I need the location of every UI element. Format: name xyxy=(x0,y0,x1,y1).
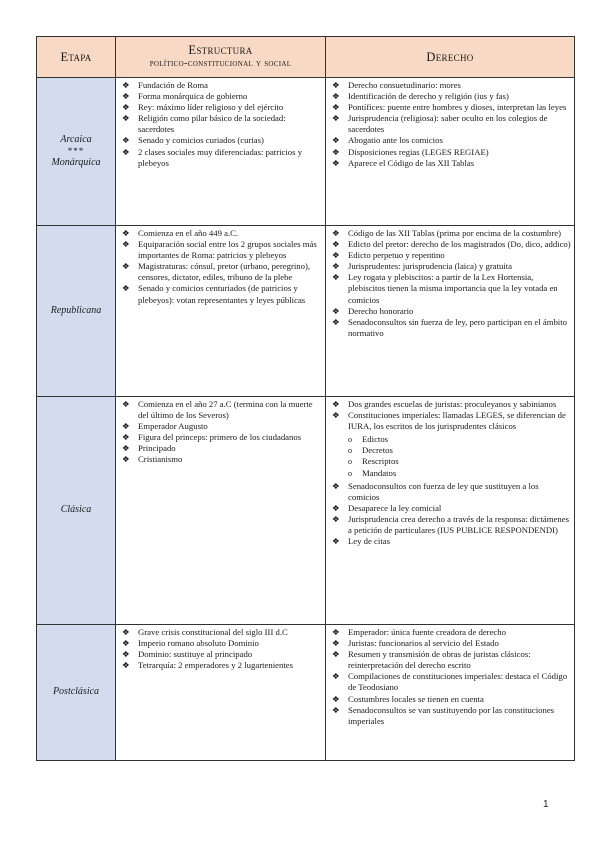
list-item: ❖ Figura del princeps: primero de los ciudadanos xyxy=(122,432,302,443)
list-item: ❖ Aparece el Código de las XII Tablas xyxy=(332,157,475,168)
derecho-cell xyxy=(326,78,575,226)
list-item: ❖ Religión como pilar básico de la sociedad: sacerdotes xyxy=(122,113,286,135)
sub-list xyxy=(326,434,574,478)
estructura-cell xyxy=(116,78,326,226)
list-item: ❖ Emperador: única fuente creadora de derecho xyxy=(332,627,506,637)
list-item: ❖ Ley rogata y plebiscitos: a partir de la Lex Hortensia, plebiscitos tienen la misma importancia que la ley votada en comicios xyxy=(332,272,558,305)
list-item: ❖ Abogatio ante los comicios xyxy=(332,135,443,146)
list-item: ❖ Senadoconsultos se van sustituyendo por las constituciones imperiales xyxy=(332,704,555,726)
list-item: ❖ Cristianismo xyxy=(122,454,183,465)
estructura-cell xyxy=(116,226,326,397)
stage-stars: *** xyxy=(67,146,85,157)
derecho-cell xyxy=(326,397,575,625)
sub-list-item: o Mandatos xyxy=(348,467,397,478)
list-item: ❖ 2 clases sociales muy diferenciadas: patricios y plebeyos xyxy=(122,146,303,168)
list-item: ❖ Tetrarquía: 2 emperadores y 2 lugartenientes xyxy=(122,660,293,671)
stage-cell-postclasica xyxy=(37,625,116,761)
stage-cell-republicana xyxy=(37,226,116,397)
stage-name: Arcaica xyxy=(60,133,92,145)
row-republicana xyxy=(37,226,575,397)
list-item: ❖ Fundación de Roma xyxy=(122,80,208,90)
list-item: ❖ Juristas: funcionarios al servicio del Estado xyxy=(332,638,499,649)
list-item: ❖ Magistraturas: cónsul, pretor (urbano, peregrino), censores, dictator, ediles, tribuno de la plebe xyxy=(122,261,311,283)
list-item: ❖ Derecho consuetudinario: mores xyxy=(332,80,461,90)
list-item: ❖ Derecho honorario xyxy=(332,305,414,316)
row-clasica xyxy=(37,397,575,625)
row-postclasica xyxy=(37,625,575,761)
header-row xyxy=(37,37,575,78)
header-etapa: Etapa xyxy=(37,37,116,78)
page-number: 1 xyxy=(543,799,549,810)
stage-name-line2: Monárquica xyxy=(51,156,101,168)
list-item: ❖ Dos grandes escuelas de juristas: proculeyanos y sabinianos xyxy=(332,399,557,409)
list-item: ❖ Jurisprudentes: jurisprudencia (laica) y gratuita xyxy=(332,261,513,272)
stage-name: Republicana xyxy=(50,304,102,316)
list-item: ❖ Constituciones imperiales: llamadas LEGES, se diferencian de IURA, los escritos de los jurisprudentes clásicos xyxy=(332,410,566,432)
list-item: ❖ Senado y comicios curiados (curias) xyxy=(122,135,264,146)
stage-name: Postclásica xyxy=(52,686,100,698)
list-item: ❖ Costumbres locales se tienen en cuenta xyxy=(332,693,484,704)
list-item: ❖ Grave crisis constitucional del siglo III d.C xyxy=(122,627,288,637)
sub-list-item: o Edictos xyxy=(348,434,389,445)
row-arcaica xyxy=(37,78,575,226)
list-item: ❖ Edicto perpetuo y repentino xyxy=(332,250,445,261)
list-item: ❖ Imperio romano absoluto Dominio xyxy=(122,638,259,649)
derecho-cell xyxy=(326,226,575,397)
list-item: ❖ Dominio: sustituye al principado xyxy=(122,649,253,660)
sub-list-item: o Rescriptos xyxy=(348,456,399,467)
stage-name: Clásica xyxy=(60,504,92,516)
list-item: ❖ Compilaciones de constituciones imperiales: destaca el Código de Teodosiano xyxy=(332,671,568,693)
list-item: ❖ Resumen y transmisión de obras de juristas clásicos: reinterpretación del derecho escrito xyxy=(332,649,531,671)
list-item: ❖ Senado y comicios centuriados (de patricios y plebeyos): votan representantes y leyes públicas xyxy=(122,283,306,305)
list-item: ❖ Comienza en el año 449 a.C. xyxy=(122,228,239,238)
list-item: ❖ Equiparación social entre los 2 grupos sociales más importantes de Roma: patricios y plebeyos xyxy=(122,239,317,261)
list-item: ❖ Pontífices: puente entre hombres y dioses, interpretan las leyes xyxy=(332,102,567,113)
estructura-cell xyxy=(116,397,326,625)
header-estructura xyxy=(116,37,326,78)
list-item: ❖ Edicto del pretor: derecho de los magistrados (Do, dico, addico) xyxy=(332,239,571,250)
list-item: ❖ Identificación de derecho y religión (ius y fas) xyxy=(332,91,509,102)
list-item: ❖ Desaparece la ley comicial xyxy=(332,502,442,513)
list-item: ❖ Rey: máximo líder religioso y del ejército xyxy=(122,102,284,113)
estructura-cell xyxy=(116,625,326,761)
list-item: ❖ Ley de citas xyxy=(332,536,390,547)
stage-cell-arcaica xyxy=(37,78,116,226)
derecho-cell xyxy=(326,625,575,761)
list-item: ❖ Jurisprudencia crea derecho a través de la responsa: dictámenes a petición de particulares (IUS PUBLICE RESPONDENDI) xyxy=(332,513,569,536)
header-estructura-line2: político-constitucional y social xyxy=(149,58,292,70)
list-item: ❖ Forma monárquica de gobierno xyxy=(122,91,248,102)
header-estructura-line1: Estructura xyxy=(188,43,253,58)
list-item: ❖ Comienza en el año 27 a.C (termina con la muerte del último de los Severos) xyxy=(122,399,313,421)
roman-law-table xyxy=(36,36,575,761)
list-item: ❖ Emperador Augusto xyxy=(122,421,208,432)
list-item: ❖ Principado xyxy=(122,443,176,454)
list-item: ❖ Código de las XII Tablas (prima por encima de la costumbre) xyxy=(332,228,561,238)
list-item: ❖ Disposiciones regias (LEGES REGIAE) xyxy=(332,146,489,157)
list-item: ❖ Jurisprudencia (religiosa): saber oculto en los colegios de sacerdotes xyxy=(332,113,548,135)
header-derecho: Derecho xyxy=(326,37,575,78)
stage-cell-clasica xyxy=(37,397,116,625)
sub-list-item: o Decretos xyxy=(348,445,393,456)
list-item: ❖ Senadoconsultos sin fuerza de ley, pero participan en el ámbito normativo xyxy=(332,316,567,338)
list-item: ❖ Senadoconsultos con fuerza de ley que sustituyen a los comicios xyxy=(332,480,539,502)
